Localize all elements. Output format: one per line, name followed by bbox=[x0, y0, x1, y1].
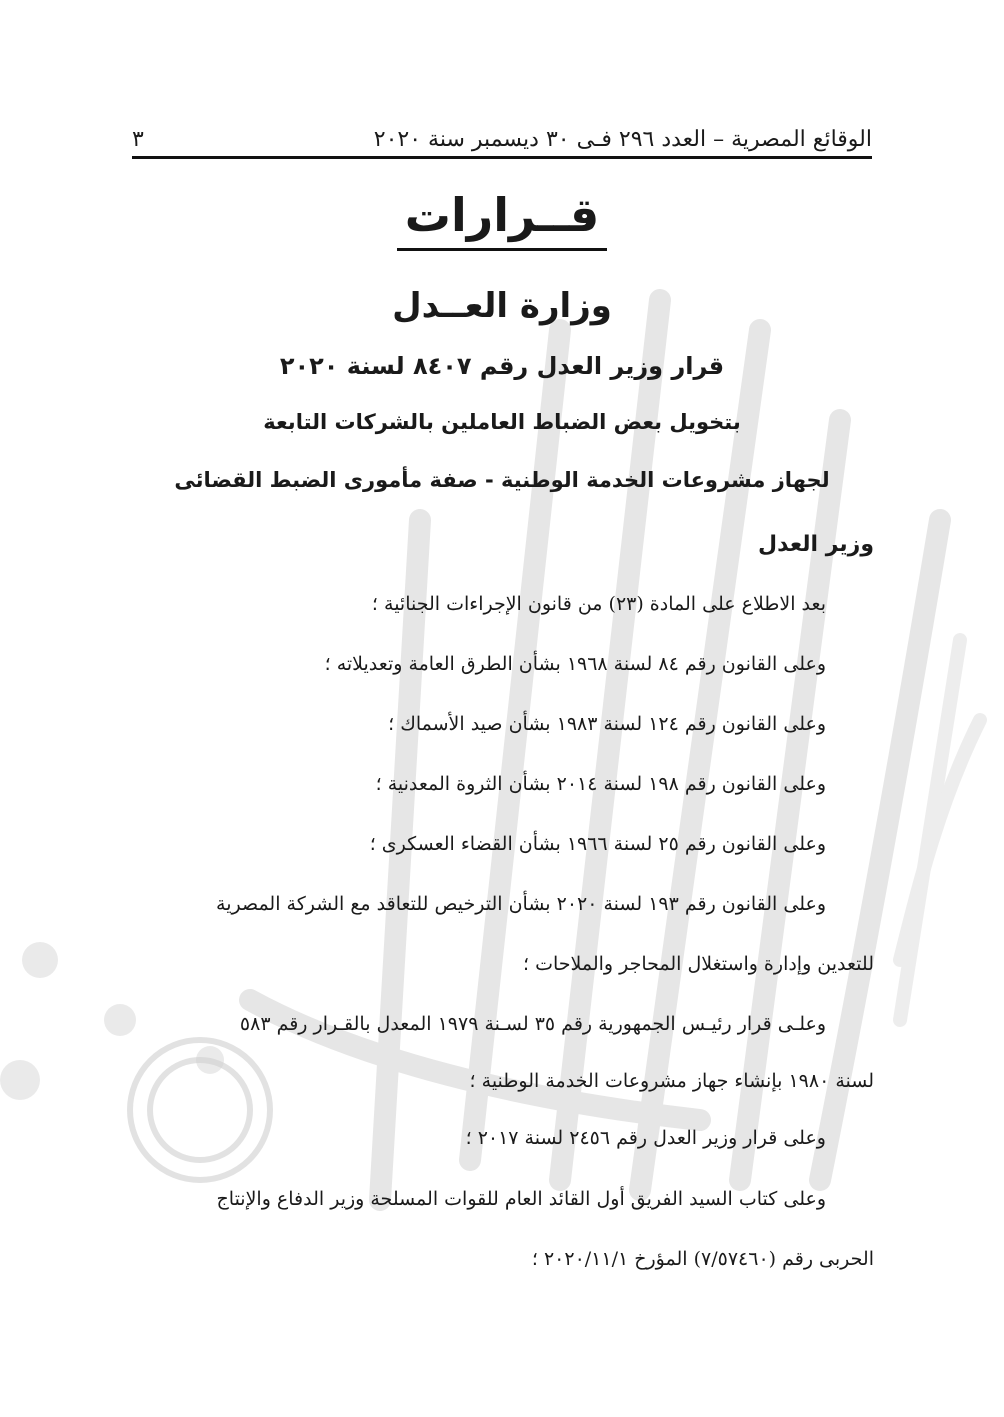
preamble-line: بعد الاطلاع على المادة (٢٣) من قانون الإجراءات الجنائية ؛ bbox=[371, 593, 826, 615]
preamble-line: وعلى القانون رقم ١٩٨ لسنة ٢٠١٤ بشأن الثروة المعدنية ؛ bbox=[375, 773, 826, 795]
preamble-line: وعلى القانون رقم ١٩٣ لسنة ٢٠٢٠ بشأن الترخيص للتعاقد مع الشركة المصرية bbox=[216, 893, 826, 915]
issuer-heading: وزير العدل bbox=[758, 532, 874, 557]
preamble-line: وعلى القانون رقم ١٢٤ لسنة ١٩٨٣ بشأن صيد الأسماك ؛ bbox=[388, 713, 826, 735]
decree-subtitle-line-2: لجهاز مشروعات الخدمة الوطنية - صفة مأمورى الضبط القضائى bbox=[174, 468, 830, 492]
header-rule bbox=[132, 156, 872, 159]
issue-line: الوقائع المصرية – العدد ٢٩٦ فـى ٣٠ ديسمبر سنة ٢٠٢٠ bbox=[373, 127, 872, 152]
decree-subtitle-line-1: بتخويل بعض الضباط العاملين بالشركات التابعة bbox=[263, 410, 741, 434]
running-header bbox=[132, 112, 872, 152]
preamble-line: وعلى قرار وزير العدل رقم ٢٤٥٦ لسنة ٢٠١٧ ؛ bbox=[465, 1127, 826, 1149]
preamble-line: وعلـى قرار رئيـس الجمهورية رقم ٣٥ لسـنة ١٩٧٩ المعدل بالقـرار رقم ٥٨٣ bbox=[239, 1013, 826, 1035]
preamble-line: وعلى القانون رقم ٢٥ لسنة ١٩٦٦ بشأن القضاء العسكرى ؛ bbox=[369, 833, 826, 855]
preamble-line: وعلى كتاب السيد الفريق أول القائد العام للقوات المسلحة وزير الدفاع والإنتاج bbox=[216, 1188, 826, 1210]
preamble-line: لسنة ١٩٨٠ بإنشاء جهاز مشروعات الخدمة الوطنية ؛ bbox=[469, 1070, 874, 1092]
preamble-line: للتعدين وإدارة واستغلال المحاجر والملاحات ؛ bbox=[523, 953, 874, 975]
section-title: قــرارات bbox=[0, 188, 1004, 251]
preamble-line: الحربى رقم (٧/٥٧٤٦٠) المؤرخ ٢٠٢٠/١١/١ ؛ bbox=[531, 1248, 874, 1270]
preamble-line: وعلى القانون رقم ٨٤ لسنة ١٩٦٨ بشأن الطرق العامة وتعديلاته ؛ bbox=[324, 653, 826, 675]
ministry-heading: وزارة العــدل bbox=[392, 286, 612, 326]
decree-title: قرار وزير العدل رقم ٨٤٠٧ لسنة ٢٠٢٠ bbox=[279, 352, 725, 380]
page-number: ٣ bbox=[132, 127, 144, 152]
